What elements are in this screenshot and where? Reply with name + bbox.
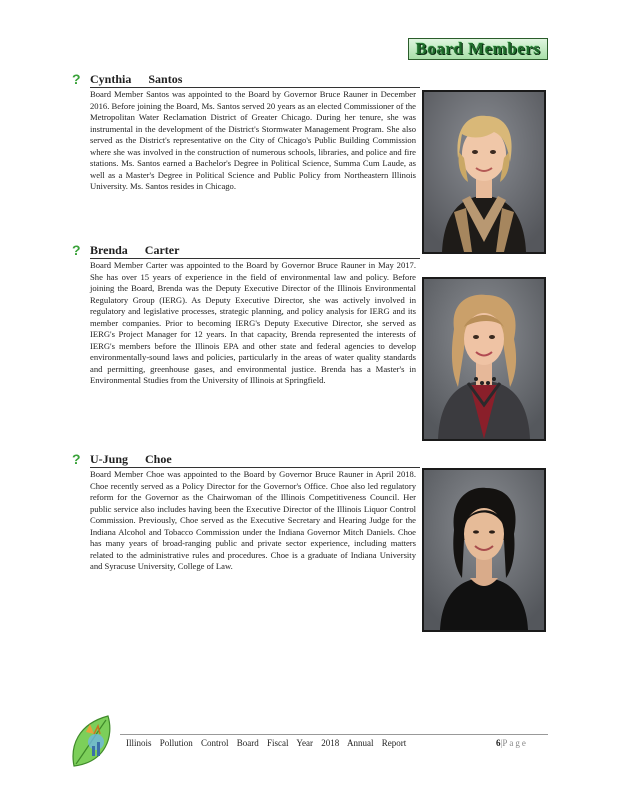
member-bio: Board Member Santos was appointed to the Board by Governor Bruce Rauner in December 2016. Before joining the Board, Ms. Santos served 20 years as an elected Commissioner of the Metropolitan Water Reclamation District of Greater Chicago. During her tenure, she was instrumental in the development of the District's Stormwater Management Program. She also served as the District's representative on the City of Chicago's Public Building Commission where she was involved in the construction of numerous schools, libraries, and police and fire stations. Ms. Santos earned a Bachelor's Degree in Political Science, Summa Cum Laude, as well as a Master's Degree in Political Science and Public Policy from Northeastern Illinois University. Ms. Santos resides in Chicago. xyxy=(90,89,416,191)
member-section-choe xyxy=(72,451,550,571)
member-section-santos xyxy=(72,71,550,191)
member-heading xyxy=(72,452,550,468)
footer-rule xyxy=(120,734,548,735)
member-name: Cynthia Santos xyxy=(90,72,183,86)
page-banner-title: Board Members xyxy=(408,38,548,60)
heading-rule xyxy=(90,467,420,468)
page-separator: | xyxy=(500,738,503,748)
member-heading xyxy=(72,72,550,88)
member-bio: Board Member Choe was appointed to the Board by Governor Bruce Rauner in April 2018. Choe recently served as a Policy Director for the Governor's Office. Choe also led regulatory reform for the Governor as the Chairwoman of the Illinois Competitiveness Council. Her public service also includes having been the Executive Director of the Illinois Liquor Control Commission. Previously, Choe served as the Executive Secretary and Hearing Judge for the Indiana Alcohol and Tobacco Commission under the Indiana Governor Mitch Daniels. Choe has many years of broad-ranging public and private sector experience, including matters related to the administrative rules and procedures. Choe is a graduate of Indiana University and Syracuse University, College of Law. xyxy=(90,469,416,571)
heading-rule xyxy=(90,258,420,259)
footer-page-number xyxy=(496,738,528,748)
bullet-marker: ? xyxy=(72,242,81,258)
page-number: 6 xyxy=(496,738,501,748)
member-section-carter xyxy=(72,242,550,385)
bullet-marker: ? xyxy=(72,451,81,467)
heading-rule xyxy=(90,87,420,88)
member-photo-santos xyxy=(422,90,546,254)
member-name: Brenda Carter xyxy=(90,243,180,257)
bullet-marker: ? xyxy=(72,71,81,87)
member-name: U-Jung Choe xyxy=(90,452,172,466)
leaf-logo-icon xyxy=(68,712,122,777)
page-label: Page xyxy=(502,738,528,748)
member-bio: Board Member Carter was appointed to the Board by Governor Bruce Rauner in May 2017. She has over 15 years of experience in the field of environmental law and policy. Before joining the Board, Brenda was the Deputy Executive Director of the Illinois Environmental Regulatory Group (IERG). As Deputy Executive Director, she was actively involved in regulatory and legislative processes, strategic planning, and policy analysis for IERG and its member companies. Prior to becoming IERG's Deputy Executive Director, she served as IERG's Project Manager for 12 years. In that capacity, Brenda represented the interests of IERG's members before the Illinois EPA and other state and federal agencies to develop environmentally-sound laws and policies, particularly in the areas of water quality standards and permitting, greenhouse gases, and environmental justice. Brenda has a Master's in Environmental Studies from the University of Illinois at Springfield. xyxy=(90,260,416,385)
member-heading xyxy=(72,243,550,259)
member-photo-choe xyxy=(422,468,546,632)
page-footer xyxy=(68,712,548,772)
footer-report-title: Illinois Pollution Control Board Fiscal Year 2018 Annual Report xyxy=(126,738,407,748)
member-photo-carter xyxy=(422,277,546,441)
